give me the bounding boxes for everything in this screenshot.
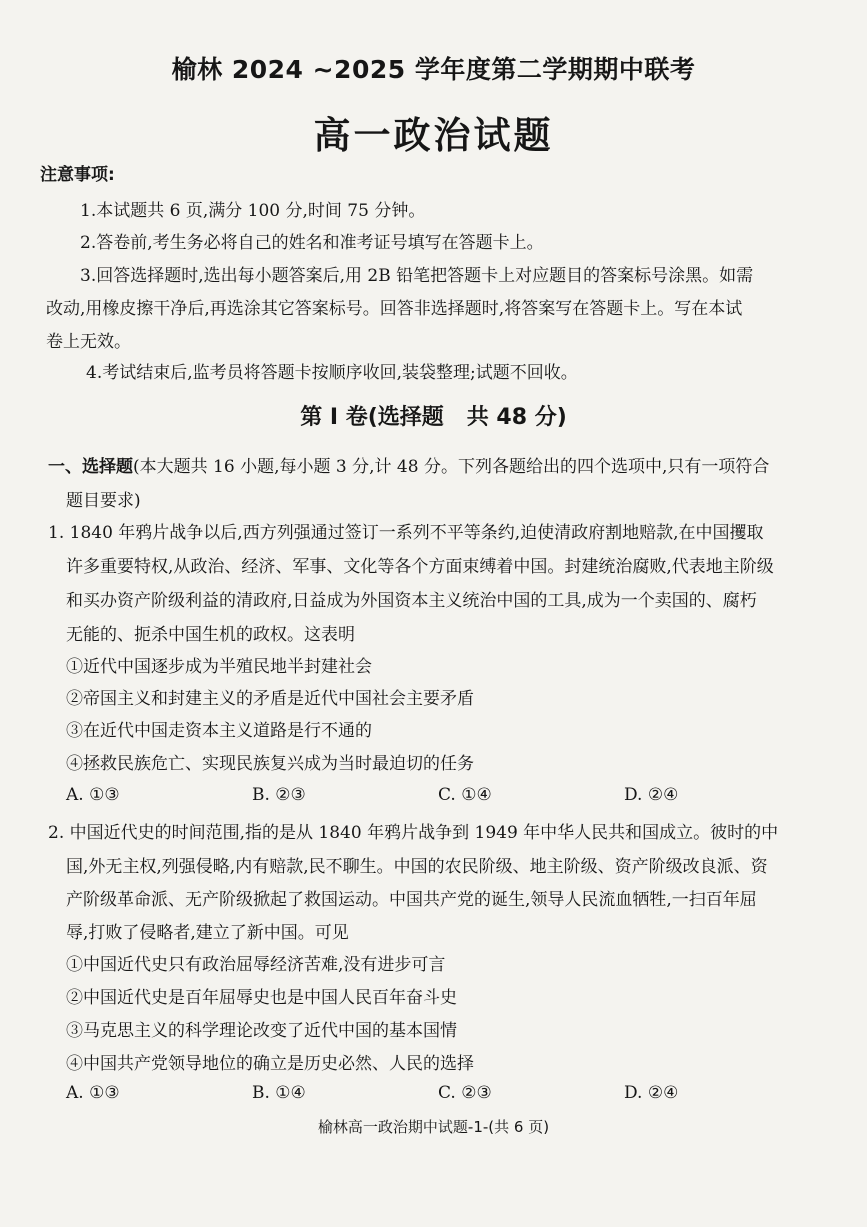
notice-heading: 注意事项:	[40, 165, 115, 185]
section-instruction-text: (本大题共 16 小题,每小题 3 分,计 48 分。下列各题给出的四个选项中,只有一项符合	[133, 457, 770, 477]
q2-statement-4: ④中国共产党领导地位的确立是历史必然、人民的选择	[66, 1054, 474, 1074]
section-instruction-line-2: 题目要求)	[66, 491, 141, 511]
q1-option-b: B. ②③	[252, 785, 306, 805]
notice-item-3-line-1: 3.回答选择题时,选出每小题答案后,用 2B 铅笔把答题卡上对应题目的答案标号涂黑。如需	[80, 266, 754, 286]
q2-option-c: C. ②③	[438, 1083, 492, 1103]
exam-title: 榆林 2024 ~2025 学年度第二学期期中联考	[171, 55, 696, 84]
q2-stem-line-2: 国,外无主权,列强侵略,内有赔款,民不聊生。中国的农民阶级、地主阶级、资产阶级改良派、资	[66, 857, 768, 877]
q2-statement-2: ②中国近代史是百年屈辱史也是中国人民百年奋斗史	[66, 988, 457, 1008]
q2-option-a: A. ①③	[66, 1083, 120, 1103]
subject-title: 高一政治试题	[313, 114, 554, 157]
notice-item-1: 1.本试题共 6 页,满分 100 分,时间 75 分钟。	[80, 201, 426, 221]
q2-stem-line-1: 2. 中国近代史的时间范围,指的是从 1840 年鸦片战争到 1949 年中华人民共和国成立。彼时的中	[48, 823, 779, 843]
page-footer: 榆林高一政治期中试题-1-(共 6 页)	[317, 1118, 550, 1136]
notice-item-3-line-2: 改动,用橡皮擦干净后,再选涂其它答案标号。回答非选择题时,将答案写在答题卡上。写在本试	[46, 299, 743, 319]
section-instruction-line-1	[48, 452, 769, 477]
q1-option-c: C. ①④	[438, 785, 492, 805]
q2-statement-3: ③马克思主义的科学理论改变了近代中国的基本国情	[66, 1021, 457, 1041]
q1-statement-3: ③在近代中国走资本主义道路是行不通的	[66, 721, 372, 741]
q2-option-d: D. ②④	[624, 1083, 679, 1103]
q2-option-b: B. ①④	[252, 1083, 306, 1103]
q1-statement-2: ②帝国主义和封建主义的矛盾是近代中国社会主要矛盾	[66, 689, 474, 709]
q1-stem-line-4: 无能的、扼杀中国生机的政权。这表明	[66, 625, 355, 645]
section-title: 第 I 卷(选择题 共 48 分)	[300, 405, 567, 430]
notice-item-2: 2.答卷前,考生务必将自己的姓名和准考证号填写在答题卡上。	[80, 233, 544, 253]
q1-statement-1: ①近代中国逐步成为半殖民地半封建社会	[66, 657, 372, 677]
q1-option-d: D. ②④	[624, 785, 679, 805]
q2-statement-1: ①中国近代史只有政治屈辱经济苦难,没有进步可言	[66, 955, 446, 975]
q1-stem-line-2: 许多重要特权,从政治、经济、军事、文化等各个方面束缚着中国。封建统治腐败,代表地主阶级	[66, 557, 774, 577]
q1-option-a: A. ①③	[66, 785, 120, 805]
section-label: 一、选择题	[48, 457, 133, 477]
notice-item-4: 4.考试结束后,监考员将答题卡按顺序收回,装袋整理;试题不回收。	[86, 363, 578, 383]
q1-stem-line-1: 1. 1840 年鸦片战争以后,西方列强通过签订一系列不平等条约,迫使清政府割地赔款,在中国攫取	[48, 523, 764, 543]
q1-stem-line-3: 和买办资产阶级利益的清政府,日益成为外国资本主义统治中国的工具,成为一个卖国的、腐朽	[66, 591, 757, 611]
q2-stem-line-4: 辱,打败了侵略者,建立了新中国。可见	[66, 923, 349, 943]
q1-statement-4: ④拯救民族危亡、实现民族复兴成为当时最迫切的任务	[66, 754, 474, 774]
q2-stem-line-3: 产阶级革命派、无产阶级掀起了救国运动。中国共产党的诞生,领导人民流血牺牲,一扫百年屈	[66, 890, 757, 910]
notice-item-3-line-3: 卷上无效。	[46, 332, 131, 352]
